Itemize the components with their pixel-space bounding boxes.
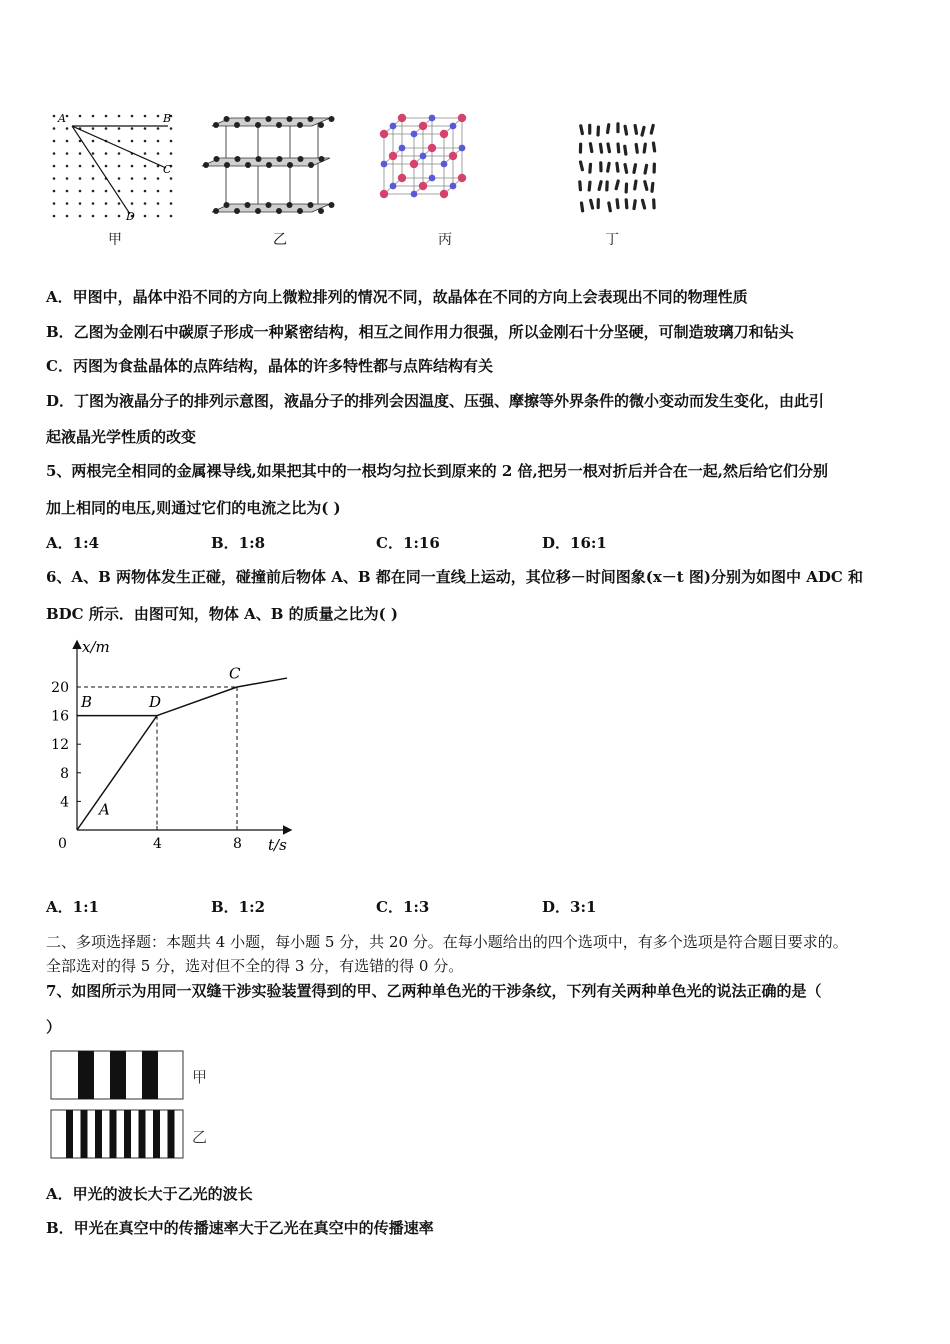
q6-option-a: A．1:1 [46,898,100,916]
lattice-dot [157,215,160,218]
origin-label: 0 [58,836,67,852]
lattice-dot [144,127,147,130]
lc-molecule [596,125,600,136]
ion-red [449,152,457,160]
yi-svg [198,112,340,224]
lattice-dot [53,115,56,118]
q6-option-b: B．1:2 [211,898,266,916]
carbon-atom [266,162,272,168]
lattice-dot [53,127,56,130]
lattice-dot [66,165,69,168]
lc-molecule [588,124,591,135]
carbon-atom [255,208,261,214]
lc-molecule [589,198,595,209]
caption-yi: 乙 [273,232,287,248]
ion-red [419,122,427,130]
xt-chart-svg [40,632,310,864]
lc-molecule [616,142,620,153]
lattice-dot [157,127,160,130]
lattice-dot [105,127,108,130]
lc-molecule [607,201,612,212]
y-axis-label: x/m [82,638,110,656]
ion-red [410,160,418,168]
lattice-dot [131,140,134,143]
lattice-dot [131,177,134,180]
fringe-svg [50,1050,220,1162]
lattice-dot [170,177,173,180]
carbon-atom [287,202,293,208]
x-axis-label: t/s [268,836,287,854]
carbon-atom [266,116,272,122]
fringe-dark-band [153,1110,160,1158]
figure-jia-dot-lattice [48,110,183,222]
ion-red [398,114,406,122]
ion-red [458,174,466,182]
lattice-dot [118,177,121,180]
lc-molecule [615,198,619,209]
lc-molecule [624,198,628,209]
ion-red [458,114,466,122]
fringe-dark-band [66,1110,73,1158]
fringe-dark-band [81,1110,88,1158]
lattice-dot [92,140,95,143]
lc-molecule [606,142,611,153]
section2-instruction-line1: 二、多项选择题：本题共 4 小题，每小题 5 分，共 20 分。在每小题给出的四个选项中，有多个选项是符合题目要求的。 [46,933,848,951]
y-tick-label: 20 [51,680,69,696]
lattice-dot [144,115,147,118]
lc-molecule [633,124,638,135]
lc-molecule [642,142,647,153]
lattice-dot [170,127,173,130]
ion-blue [450,183,457,190]
lattice-dot [53,190,56,193]
carbon-atom [319,156,325,162]
lattice-dot [92,115,95,118]
lattice-dot [92,190,95,193]
carbon-atom [276,208,282,214]
ding-svg [574,116,660,216]
lattice-dot [118,190,121,193]
lattice-dot [131,190,134,193]
lc-molecule [632,199,637,210]
lattice-dot [118,115,121,118]
ion-red [380,190,388,198]
ion-blue [411,191,418,198]
lattice-dot [170,190,173,193]
lattice-dot [53,215,56,218]
carbon-atom [234,122,240,128]
lattice-dot [66,215,69,218]
ion-red [389,152,397,160]
carbon-atom [213,208,219,214]
lattice-dot [66,140,69,143]
lattice-dot [66,152,69,155]
lc-molecule [597,180,603,191]
figure-bing-nacl [376,104,498,220]
section2-instruction-line2: 全部选对的得 5 分，选对但不全的得 3 分，有选错的得 0 分。 [46,957,464,975]
lattice-dot [157,115,160,118]
lc-molecule [587,180,591,191]
bing-svg [376,104,498,220]
lc-molecule [614,179,620,190]
lc-molecule [579,160,585,171]
lc-molecule [623,145,628,156]
lattice-dot [144,177,147,180]
lattice-dot [118,202,121,205]
lattice-dot [53,165,56,168]
carbon-atom [234,208,240,214]
carbon-atom [329,202,335,208]
lattice-dot [79,202,82,205]
q5-option-d: D．16:1 [542,534,607,552]
lattice-dot [131,165,134,168]
ion-blue [399,145,406,152]
y-tick-label: 12 [51,737,69,754]
carbon-atom [255,122,261,128]
carbon-atom [245,202,251,208]
lc-molecule [606,123,611,134]
q5-option-c: C．1:16 [376,534,440,552]
carbon-atom [287,116,293,122]
carbon-atom [308,202,314,208]
q5-stem-line2: 加上相同的电压,则通过它们的电流之比为( ) [46,499,341,517]
fringe-dark-band [95,1110,102,1158]
lc-molecule [588,163,592,174]
lattice-dot [144,152,147,155]
lattice-dot [66,127,69,130]
lattice-dot [53,177,56,180]
jia-svg [48,110,183,222]
ion-blue [420,153,427,160]
lc-molecule [623,163,628,174]
carbon-atom [224,116,230,122]
jia-label-d: D [126,210,135,222]
ion-red [419,182,427,190]
y-tick-label: 8 [60,765,69,782]
fringe-dark-band [168,1110,175,1158]
lattice-dot [66,177,69,180]
lc-molecule [580,201,585,212]
lc-molecule [652,141,657,152]
lc-molecule [624,182,628,193]
ion-red [440,130,448,138]
lattice-dot [66,190,69,193]
carbon-atom [245,162,251,168]
carbon-atom [277,156,283,162]
ion-red [428,144,436,152]
carbon-atom [297,122,303,128]
q4-option-a: A．甲图中，晶体中沿不同的方向上微粒排列的情况不同，故晶体在不同的方向上会表现出不同的物理性质 [46,288,748,306]
fringe-yi-label: 乙 [192,1128,208,1146]
q5-stem-line1: 5、两根完全相同的金属裸导线,如果把其中的一根均匀拉长到原来的 2 倍,把另一根对折后并合在一起,然后给它们分别 [46,462,828,480]
lc-molecule [643,163,648,174]
ion-blue [459,145,466,152]
lattice-dot [170,202,173,205]
lattice-dot [105,202,108,205]
lattice-dot [131,115,134,118]
lattice-dot [79,115,82,118]
lattice-dot [79,165,82,168]
carbon-atom [224,202,230,208]
lattice-dot [92,152,95,155]
caption-ding: 丁 [605,232,619,248]
lattice-dot [105,165,108,168]
lc-molecule [643,180,649,191]
carbon-atom [308,116,314,122]
lattice-dot [105,190,108,193]
ion-blue [411,131,418,138]
lattice-dot [144,190,147,193]
ion-blue [429,115,436,122]
q6-option-c: C．1:3 [376,898,430,916]
point-label-D: D [149,693,162,712]
carbon-atom [235,156,241,162]
lattice-dot [53,152,56,155]
carbon-atom [298,156,304,162]
lattice-dot [92,177,95,180]
q4-option-d-line2: 起液晶光学性质的改变 [46,428,197,446]
lattice-dot [157,177,160,180]
lattice-dot [157,202,160,205]
lattice-dot [92,202,95,205]
lattice-dot [131,127,134,130]
lattice-dot [79,152,82,155]
ion-blue [390,183,397,190]
lc-molecule [597,198,600,209]
lc-molecule [633,179,638,190]
lattice-dot [118,215,121,218]
lattice-dot [170,152,173,155]
carbon-atom [287,162,293,168]
x-tick-label: 8 [233,836,242,852]
carbon-atom [245,116,251,122]
lattice-dot [118,165,121,168]
y-tick-label: 16 [51,708,69,725]
fringe-dark-band [139,1110,146,1158]
lattice-dot [79,190,82,193]
jia-label-c: C [163,163,172,176]
ion-red [440,190,448,198]
lattice-dot [144,140,147,143]
lattice-dot [170,215,173,218]
ion-blue [441,161,448,168]
q4-option-c: C．丙图为食盐晶体的点阵结构，晶体的许多特性都与点阵结构有关 [46,357,493,375]
ion-red [398,174,406,182]
lattice-dot [157,152,160,155]
q7-stem-line2: ） [46,1018,62,1036]
lc-molecule [589,142,594,153]
q4-option-d-line1: D．丁图为液晶分子的排列示意图，液晶分子的排列会因温度、压强、摩擦等外界条件的微小变动而发生变化，由此引 [46,392,825,410]
carbon-atom [318,208,324,214]
lattice-dot [157,190,160,193]
caption-jia: 甲 [108,232,122,248]
lattice-dot [79,215,82,218]
lc-molecule [579,124,584,135]
lc-molecule [650,182,654,193]
lattice-dot [92,127,95,130]
lattice-dot [118,140,121,143]
carbon-atom [318,122,324,128]
carbon-atom [224,162,230,168]
point-label-B: B [81,693,93,712]
lc-molecule [599,161,603,172]
lattice-dot [105,215,108,218]
lattice-dot [53,202,56,205]
lc-molecule [615,162,620,173]
fringe-dark-band [142,1051,158,1099]
carbon-atom [308,162,314,168]
lc-molecule [623,124,628,135]
jia-label-a: A [58,112,66,125]
lattice-dot [118,152,121,155]
caption-bing: 丙 [438,232,452,248]
q7-option-a: A．甲光的波长大于乙光的波长 [46,1185,253,1203]
lc-molecule [649,124,655,135]
lc-molecule [634,143,639,154]
lattice-dot [66,115,69,118]
fringe-dark-band [110,1110,117,1158]
lattice-dot [105,115,108,118]
lc-molecule [652,163,656,174]
lc-molecule [652,198,656,209]
ion-blue [381,161,388,168]
q6-stem-line1: 6、A、B 两物体发生正碰，碰撞前后物体 A、B 都在同一直线上运动，其位移－时间图象(x－t 图)分别为如图中 ADC 和 [46,568,864,586]
lattice-dot [79,177,82,180]
figure-ding-liquid-crystal [574,116,660,216]
carbon-atom [266,202,272,208]
lattice-dot [157,140,160,143]
lattice-dot [144,165,147,168]
carbon-atom [276,122,282,128]
y-tick-label: 4 [60,794,69,811]
x-tick-label: 4 [153,836,162,852]
jia-label-b: B [163,112,172,125]
q5-option-b: B．1:8 [211,534,266,552]
lattice-dot [144,215,147,218]
xt-chart [40,632,310,864]
carbon-atom [213,122,219,128]
lc-molecule [616,122,619,133]
ion-red [380,130,388,138]
ion-blue [429,175,436,182]
lattice-dot [53,140,56,143]
figure-yi-layers [198,112,340,224]
lattice-dot [144,202,147,205]
lattice-dot [66,202,69,205]
carbon-atom [203,162,209,168]
carbon-atom [329,116,335,122]
lattice-dot [118,127,121,130]
ion-blue [450,123,457,130]
fringe-figure [50,1050,220,1162]
point-label-A: A [99,800,110,819]
lc-molecule [599,143,604,154]
q6-option-d: D．3:1 [542,898,597,916]
q7-stem-line1: 7、如图所示为用同一双缝干涉实验装置得到的甲、乙两种单色光的干涉条纹，下列有关两种单色光的说法正确的是（ [46,982,822,1000]
fringe-dark-band [124,1110,131,1158]
lc-molecule [640,126,646,137]
carbon-atom [256,156,262,162]
q5-option-a: A．1:4 [46,534,100,552]
fringe-jia-label: 甲 [192,1068,208,1086]
lattice-dot [105,152,108,155]
lc-molecule [605,180,609,191]
carbon-atom [214,156,220,162]
lattice-dot [92,165,95,168]
lattice-dot [131,202,134,205]
lc-molecule [641,198,647,209]
lattice-dot [170,140,173,143]
fringe-dark-band [78,1051,94,1099]
lattice-dot [92,215,95,218]
fringe-dark-band [110,1051,126,1099]
q7-option-b: B．甲光在真空中的传播速率大于乙光在真空中的传播速率 [46,1219,434,1237]
lc-molecule [579,143,582,154]
ion-blue [390,123,397,130]
carbon-atom [297,208,303,214]
q6-stem-line2: BDC 所示．由图可知，物体 A、B 的质量之比为( ) [46,605,399,623]
point-label-C: C [229,664,241,683]
lc-molecule [632,163,637,174]
lc-molecule [606,162,611,173]
lc-molecule [578,180,582,191]
q4-option-b: B．乙图为金刚石中碳原子形成一种紧密结构，相互之间作用力很强，所以金刚石十分坚硬，可制造玻璃刀和钻头 [46,323,794,341]
